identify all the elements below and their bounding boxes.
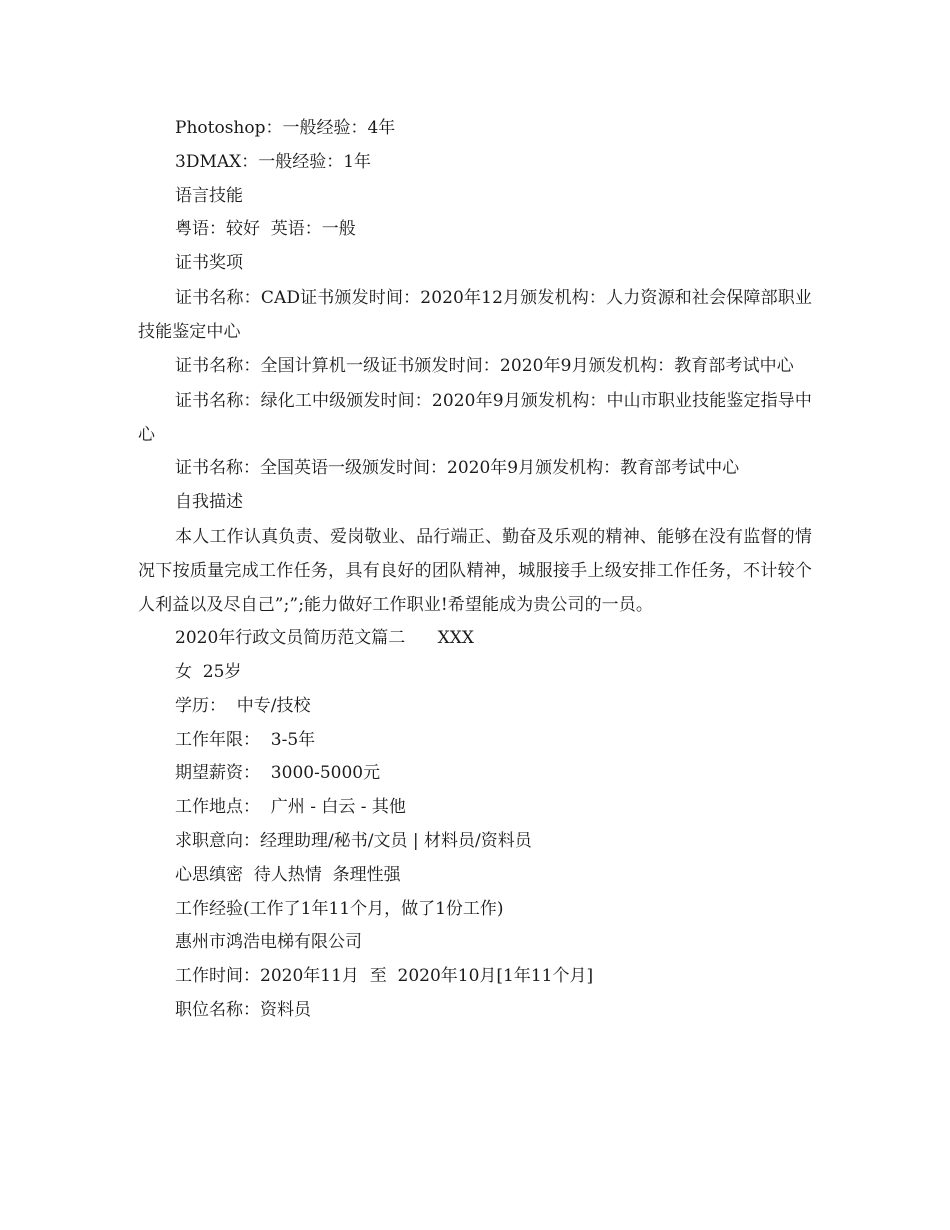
text-line: 职位名称：资料员 (175, 999, 311, 1020)
company-name: 惠州市鸿浩电梯有限公司 (175, 932, 362, 953)
text-line: Photoshop：一般经验：4年 (175, 118, 396, 138)
section-heading: 语言技能 (175, 185, 243, 206)
text-line: 学历： 中专/技校 (175, 695, 311, 716)
text-line: 粤语：较好 英语：一般 (175, 219, 356, 240)
self-description-paragraph: 本人工作认真负责、爱岗敬业、品行端正、勤奋及乐观的精神、能够在没有监督的情况下按质量完成工作任务，具有良好的团队精神，城服接手上级安排工作任务，不计较个人利益以及尽自己”;”;能力做好工作职业!希望能成为贵公司的一员。 (138, 526, 812, 615)
certificate-entry: 证书名称：全国计算机一级证书颁发时间：2020年9月颁发机构：教育部考试中心 (175, 356, 794, 377)
section-heading: 证书奖项 (175, 253, 243, 274)
text-line: 心思缜密 待人热情 条理性强 (175, 864, 401, 885)
text-line: 工作地点： 广州 - 白云 - 其他 (175, 797, 406, 818)
section-heading: 工作经验(工作了1年11个月，做了1份工作) (175, 898, 504, 919)
text-line: 女 25岁 (175, 662, 242, 682)
body-text (138, 112, 812, 1028)
text-line: 工作时间：2020年11月 至 2020年10月[1年11个月] (175, 966, 594, 987)
certificate-entry: 证书名称：绿化工中级颁发时间：2020年9月颁发机构：中山市职业技能鉴定指导中心 (138, 390, 812, 445)
text-line: 工作年限： 3-5年 (175, 729, 316, 750)
resume-title: 2020年行政文员简历范文篇二 XXX (175, 628, 474, 649)
text-line: 求职意向：经理助理/秘书/文员 | 材料员/资料员 (175, 830, 532, 851)
text-line: 3DMAX：一般经验：1年 (175, 151, 372, 172)
section-heading: 自我描述 (175, 491, 243, 512)
certificate-entry: 证书名称：CAD证书颁发时间：2020年12月颁发机构：人力资源和社会保障部职业技能鉴定中心 (138, 287, 812, 343)
text-line: 期望薪资： 3000-5000元 (175, 763, 381, 784)
certificate-entry: 证书名称：全国英语一级颁发时间：2020年9月颁发机构：教育部考试中心 (175, 458, 740, 478)
